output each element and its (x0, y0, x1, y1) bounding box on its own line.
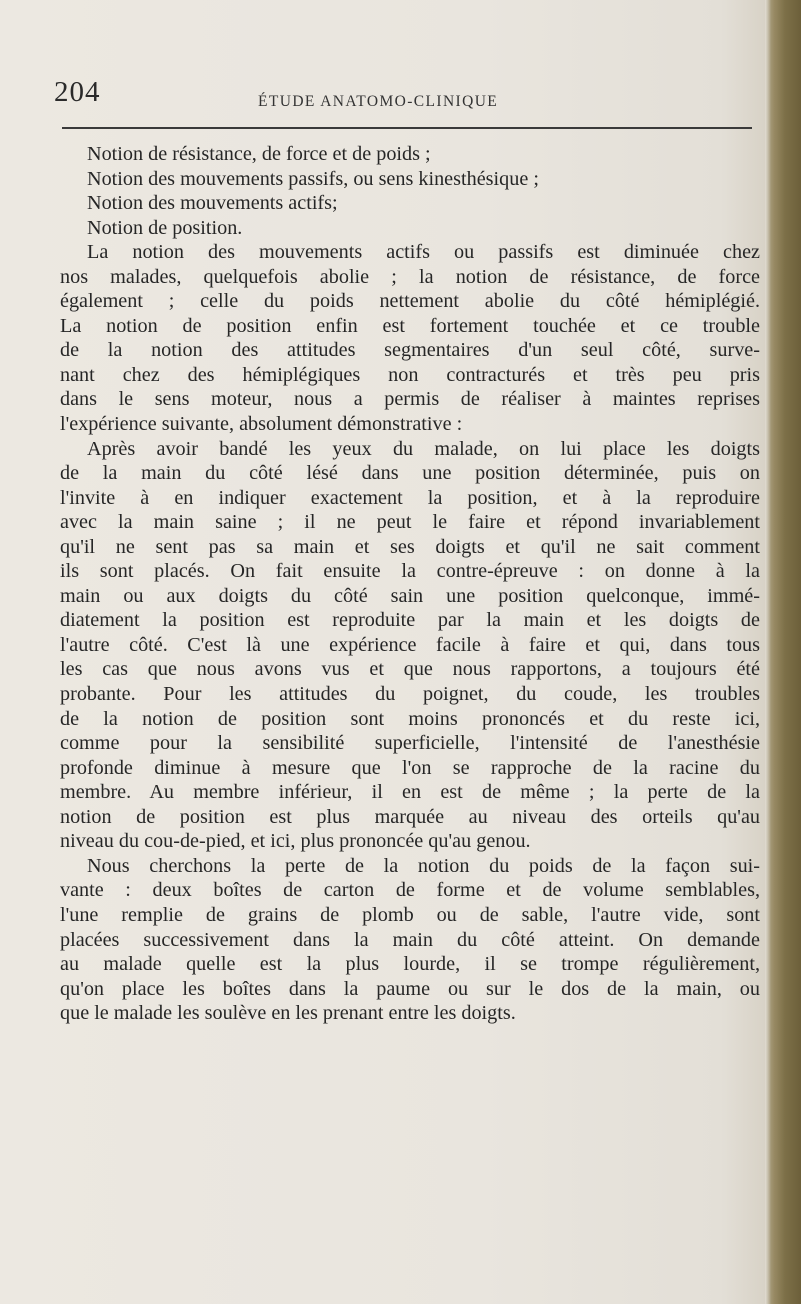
text-line: qu'on place les boîtes dans la paume ou sur le dos de la main, ou (60, 977, 760, 1000)
text-line: dans le sens moteur, nous a permis de réaliser à maintes reprises (60, 388, 760, 411)
text-line: Notion des mouvements actifs; (87, 192, 338, 215)
text-line: avec la main saine ; il ne peut le faire et répond invariablement (60, 511, 760, 534)
running-head: ÉTUDE ANATOMO-CLINIQUE (258, 93, 499, 110)
text-line: Notion de résistance, de force et de poids ; (87, 143, 431, 165)
text-line: ils sont placés. On fait ensuite la contre-épreuve : on donne à la (60, 560, 760, 583)
text-line: probante. Pour les attitudes du poignet, du coude, les troubles (60, 683, 760, 706)
text-line: de la notion de position sont moins prononcés et du reste ici, (60, 707, 760, 730)
page-edge-shadow (765, 0, 801, 1304)
text-line: notion de position est plus marquée au niveau des orteils qu'au (60, 805, 760, 828)
text-line: La notion de position enfin est fortement touchée et ce trouble (60, 314, 760, 337)
text-line: que le malade les soulève en les prenant entre les doigts. (60, 1002, 516, 1025)
text-line: vante : deux boîtes de carton de forme et de volume semblables, (60, 879, 760, 902)
text-line: de la notion des attitudes segmentaires d'un seul côté, surve- (60, 339, 760, 362)
text-line: nos malades, quelquefois abolie ; la notion de résistance, de force (60, 265, 760, 288)
text-line: de la main du côté lésé dans une position déterminée, puis on (60, 462, 760, 485)
text-line: comme pour la sensibilité superficielle, l'intensité de l'anesthésie (60, 732, 760, 755)
text-line: qu'il ne sent pas sa main et ses doigts et qu'il ne sait comment (60, 535, 760, 558)
page-number: 204 (54, 76, 101, 108)
text-line: également ; celle du poids nettement abolie du côté hémiplégié. (60, 290, 760, 313)
text-line: main ou aux doigts du côté sain une position quelconque, immé- (60, 584, 760, 607)
body-text (60, 142, 760, 1026)
text-line: Notion de position. (87, 216, 243, 239)
text-line: les cas que nous avons vus et que nous rapportons, a toujours été (60, 658, 760, 681)
header-rule (62, 127, 752, 129)
page-header (0, 0, 801, 120)
text-line: profonde diminue à mesure que l'on se rapproche de la racine du (60, 756, 760, 779)
text-line: nant chez des hémiplégiques non contracturés et très peu pris (60, 363, 760, 386)
text-line: l'une remplie de grains de plomb ou de sable, l'autre vide, sont (60, 903, 760, 926)
text-line: membre. Au membre inférieur, il en est de même ; la perte de la (60, 781, 760, 804)
text-line: Nous cherchons la perte de la notion du poids de la façon sui- (87, 854, 760, 877)
text-line: l'autre côté. C'est là une expérience facile à faire et qui, dans tous (60, 633, 760, 656)
text-line: l'expérience suivante, absolument démonstrative : (60, 413, 463, 436)
text-line: diatement la position est reproduite par la main et les doigts de (60, 609, 760, 632)
text-line: Notion des mouvements passifs, ou sens kinesthésique ; (87, 167, 539, 190)
text-line: niveau du cou-de-pied, et ici, plus prononcée qu'au genou. (60, 830, 531, 853)
text-line: La notion des mouvements actifs ou passifs est diminuée chez (87, 241, 760, 264)
text-line: placées successivement dans la main du côté atteint. On demande (60, 928, 760, 951)
text-line: l'invite à en indiquer exactement la position, et à la reproduire (60, 486, 760, 509)
text-line: Après avoir bandé les yeux du malade, on lui place les doigts (87, 437, 760, 460)
text-line: au malade quelle est la plus lourde, il se trompe régulièrement, (60, 953, 760, 976)
